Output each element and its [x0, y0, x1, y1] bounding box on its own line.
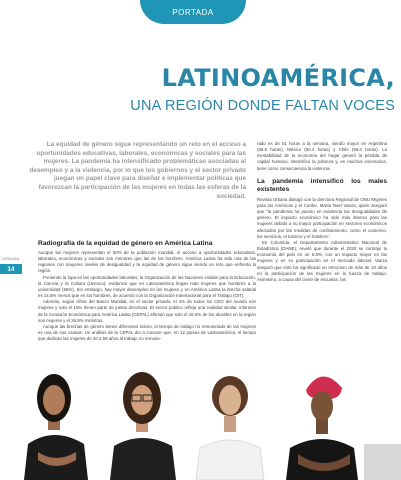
left-paragraph: Aunque las brechas de género tienen diferentes raíces, el tiempo de trabajo no remunerado de las mujeres es una de sus causas. Un análisis de la CEPAL dio a conocer que, en 12 países de Latinoamérica, el tiempo que dedican las mujeres de 20 a 59 años al trabajo no remune-: [38, 323, 256, 342]
women-photo: [24, 368, 401, 480]
article-subtitle: UNA REGIÓN DONDE FALTAN VOCES: [130, 98, 395, 114]
left-paragraph: Además, según cifras del Banco Mundial, en el sector privado, el 4% de todos los CEO del mundo son mujeres y solo el 16% tienen parte de juntas directivas. El sector público refleja una realidad similar, informes de la Comisión Económica para América Latina (CEPAL) afirman que solo el 15.5% de los alcaldes en la región son mujeres y el 26.9% ministras.: [38, 299, 256, 323]
magazine-side-label: URBANA: [2, 257, 20, 261]
woman-1-illustration: [24, 374, 88, 480]
article-title: LATINOAMÉRICA,: [161, 64, 395, 92]
woman-3-illustration: [196, 376, 264, 480]
section-label: PORTADA: [172, 7, 214, 17]
left-paragraph: Aunque las mujeres representan el 50% de la población mundial, el acceso a oportunidades educativas, laborales, económicas y sociales son menores que las de los hombres. América Latina ha sido una de las regiones con mayores niveles de desigualdad y la equidad de género sigue siendo un reto que enfrenta la región.: [38, 250, 256, 274]
woman-2-illustration: [110, 372, 176, 480]
section-heading: Radiografía de la equidad de género en América Latina: [38, 240, 213, 247]
section-tab: [140, 0, 246, 24]
article-lead: La equidad de género sigue representando un reto en el acceso a oportunidades educativas, laborales, económicas y sociales para las mujeres. La pandemia ha intensificado problemáticas asociadas al desempleo y a la violencia, por lo que los gobiernos y el sector privado juegan un papel clave para diseñar e implementar políticas que favorezcan la participación de las mujeres en todas las esferas de la sociedad.: [29, 141, 246, 200]
right-column: [257, 141, 387, 283]
right-paragraph: rado es de 51 horas a la semana, siendo mayor en Argentina (59.6 horas), México (56.4 horas) y Chile (56.0 horas). La inestabilidad de la economía del hogar generó la pérdida de capital humano, intensificó la pobreza y, en muchos escenarios, tiene como consecuencia la violencia.: [257, 141, 387, 171]
pandemic-heading: La pandemia intensificó los males existentes: [257, 177, 387, 193]
woman-4-illustration: [286, 376, 401, 480]
left-paragraph: Poniendo la lupa en las oportunidades laborales, la Organización de las Naciones Unidas para la Educación, la Ciencia y la Cultura (Unesco), evidenció que en Latinoamérica llegan más mujeres que hombres a la universidad (55%). Sin embargo, hay mayor desempleo en las mujeres y en América Latina la brecha salarial es 14.5% menos que en los hombres, de acuerdo con la Organización Internacional para el Trabajo (OIT).: [38, 274, 256, 299]
page-number: 14: [0, 264, 22, 274]
right-paragraph: En Colombia, el Departamento Administrativo Nacional de Estadística (DANE), reveló que durante el 2020 se contrajo la economía del país en un 6.8%, con un impacto mayor en las mujeres y en su participación en el mercado laboral. Vaeza aseguró que esto ha significado un retroceso de más de 10 años en la participación de las mujeres en la fuerza de trabajo. Asimismo, a causa del cierre de escuelas, las: [257, 239, 387, 282]
left-column: [38, 239, 256, 342]
right-paragraph: Revista Urbana dialogó con la directora Regional de ONU Mujeres para las Américas y el Caribe, María Noel Vaeza, quien aseguró que “la pandemia ha puesto en evidencia las desigualdades de género. El impacto económico ha sido más intenso para las mujeres debido a su mayor participación en sectores económicos afectados por las medidas de confinamiento, como el comercio, los servicios, el turismo y el hotelero”.: [257, 196, 387, 239]
